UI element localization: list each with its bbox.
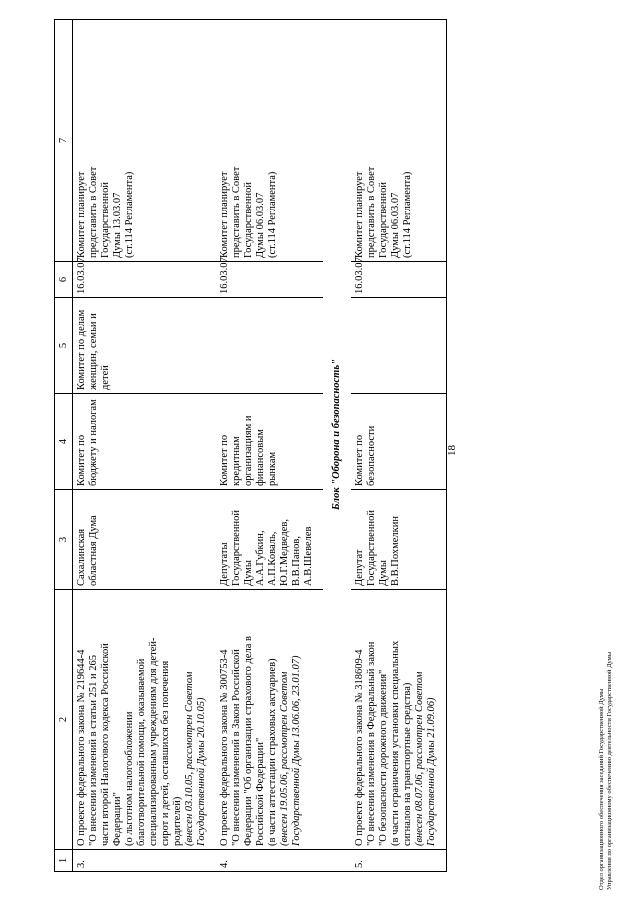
bill-title-line: "О внесении изменений в Закон Российской — [231, 649, 242, 846]
bill-title-line: (в части ограничения установки специальных — [390, 640, 401, 846]
committee-plan — [216, 20, 323, 262]
author-line: Депутаты — [219, 542, 230, 586]
bill-note-line: (внесен 03.10.05, рассмотрен Советом — [184, 671, 195, 846]
bill-title — [73, 590, 217, 850]
plan-line: Комитет планирует — [354, 171, 365, 258]
plan-line: представить в Совет — [88, 166, 99, 258]
plan-line: Государственной — [243, 182, 254, 258]
review-date: 16.03.07 — [216, 262, 323, 298]
bill-title-line: сигналов на транспортные средства) — [402, 682, 413, 846]
row-number: 3. — [73, 850, 217, 872]
responsible-committee — [73, 394, 217, 490]
author-line: В.В.Панов, — [291, 536, 302, 586]
section-row — [323, 20, 351, 872]
author-line: Думы — [243, 560, 254, 586]
table-row — [73, 20, 217, 872]
author-line: Депутат — [354, 549, 365, 586]
bill-author — [73, 490, 217, 590]
committee-line: финансовым — [255, 429, 266, 486]
plan-line: Государственной — [378, 182, 389, 258]
bill-title-line: (о льготном налогообложении — [124, 711, 135, 846]
plan-line: представить в Совет — [231, 166, 242, 258]
bill-note-line: Государственной Думы 21.09.06) — [426, 697, 437, 846]
section-spacer — [323, 850, 351, 872]
column-header: 1 — [55, 850, 73, 872]
bill-note-line: Государственной Думы 13.06.06, 23.01.07) — [291, 655, 302, 846]
co-committee-line: Комитет по делам — [76, 309, 87, 390]
bill-author — [351, 490, 447, 590]
plan-line: (ст.114 Регламента) — [267, 171, 278, 258]
review-date: 16.03.07 — [351, 262, 447, 298]
column-header: 2 — [55, 590, 73, 850]
author-line: А.А.Губкин, — [255, 530, 266, 586]
bill-title-line: (в части аттестации страховых актуариев) — [267, 658, 278, 846]
plan-line: Государственной — [100, 182, 111, 258]
page-number: 18 — [446, 445, 458, 456]
bill-title-line: О проекте федерального закона № 219644-4 — [76, 649, 87, 846]
bill-title — [216, 590, 323, 850]
bill-title-line: Федерации" — [112, 792, 123, 846]
co-committee — [216, 298, 323, 394]
plan-line: Думы 06.03.07 — [255, 192, 266, 258]
column-header: 3 — [55, 490, 73, 590]
column-header: 5 — [55, 298, 73, 394]
plan-line: Думы 06.03.07 — [390, 192, 401, 258]
committee-line: Комитет по — [76, 434, 87, 486]
author-line: Думы — [378, 560, 389, 586]
committee-plan — [73, 20, 217, 262]
bill-title-line: сирот и детей, оставшихся без попечения — [160, 660, 171, 846]
co-committee-line: детей — [100, 365, 111, 390]
author-line: Сахалинская — [76, 528, 87, 586]
review-date: 16.03.07 — [73, 262, 217, 298]
responsible-committee — [351, 394, 447, 490]
committee-line: кредитным — [231, 436, 242, 486]
plan-line: Комитет планирует — [76, 171, 87, 258]
co-committee — [73, 298, 217, 394]
section-title: Блок "Оборона и безопасность" — [323, 20, 351, 850]
header-row — [55, 20, 73, 872]
bill-note-line: (внесен 19.05.06, рассмотрен Советом — [279, 671, 290, 846]
bill-title-line: "О безопасности дорожного движения" — [378, 669, 389, 846]
plan-line: Комитет планирует — [219, 171, 230, 258]
committee-line: безопасности — [366, 425, 377, 486]
column-header: 6 — [55, 262, 73, 298]
responsible-committee — [216, 394, 323, 490]
plan-line: Думы 13.03.07 — [112, 192, 123, 258]
bill-title-line: родителей) — [172, 796, 183, 846]
author-line: А.П.Коваль, — [267, 531, 278, 586]
table-row — [216, 20, 323, 872]
table-row — [351, 20, 447, 872]
plan-line: представить в Совет — [366, 166, 377, 258]
bill-title-line: Федерации "Об организации страхового дела в — [243, 636, 254, 846]
author-line: Государственной — [231, 510, 242, 586]
plan-line: (ст.114 Регламента) — [402, 171, 413, 258]
committee-line: организациям и — [243, 415, 254, 486]
bill-title-line: "О внесении изменения в Федеральный закон — [366, 641, 377, 846]
committee-line: Комитет по — [354, 434, 365, 486]
bill-title-line: благотворительной помощи, оказываемой — [136, 658, 147, 846]
bill-title-line: О проекте федерального закона № 300753-4 — [219, 649, 230, 846]
agenda-table — [54, 19, 447, 872]
author-line: Государственной — [366, 510, 377, 586]
footer-line: Управления по организационному обеспечению деятельности Государственной Думы — [606, 651, 613, 890]
bill-title-line: специализированным учреждениям для детей- — [148, 637, 159, 846]
row-number: 4. — [216, 850, 323, 872]
committee-line: бюджету и налогам — [88, 399, 99, 486]
bill-title — [351, 590, 447, 850]
bill-author — [216, 490, 323, 590]
committee-plan — [351, 20, 447, 262]
bill-note-line: Государственной Думы 20.10.05) — [196, 697, 207, 846]
page-footer — [598, 652, 614, 890]
author-line: областная Дума — [88, 515, 99, 586]
plan-line: (ст.114 Регламента) — [124, 171, 135, 258]
bill-title-line: О проекте федерального закона № 318609-4 — [354, 649, 365, 846]
bill-title-line: "О внесении изменений в статьи 251 и 265 — [88, 655, 99, 846]
row-number: 5. — [351, 850, 447, 872]
committee-line: рынкам — [267, 451, 278, 486]
author-line: А.В.Шевелев — [303, 526, 314, 586]
author-line: Ю.Г.Медведев, — [279, 519, 290, 586]
bill-title-line: части второй Налогового кодекса Российской — [100, 643, 111, 846]
column-header: 4 — [55, 394, 73, 490]
column-header: 7 — [55, 20, 73, 262]
bill-note-line: (внесен 08.07.06, рассмотрен Советом — [414, 671, 425, 846]
co-committee — [351, 298, 447, 394]
co-committee-line: женщин, семьи и — [88, 313, 99, 390]
committee-line: Комитет по — [219, 434, 230, 486]
bill-title-line: Российской Федерации" — [255, 737, 266, 846]
footer-line: Отдел организационного обеспечения заседаний Государственной Думы — [598, 688, 605, 890]
author-line: В.В.Похмелкин — [390, 516, 401, 586]
